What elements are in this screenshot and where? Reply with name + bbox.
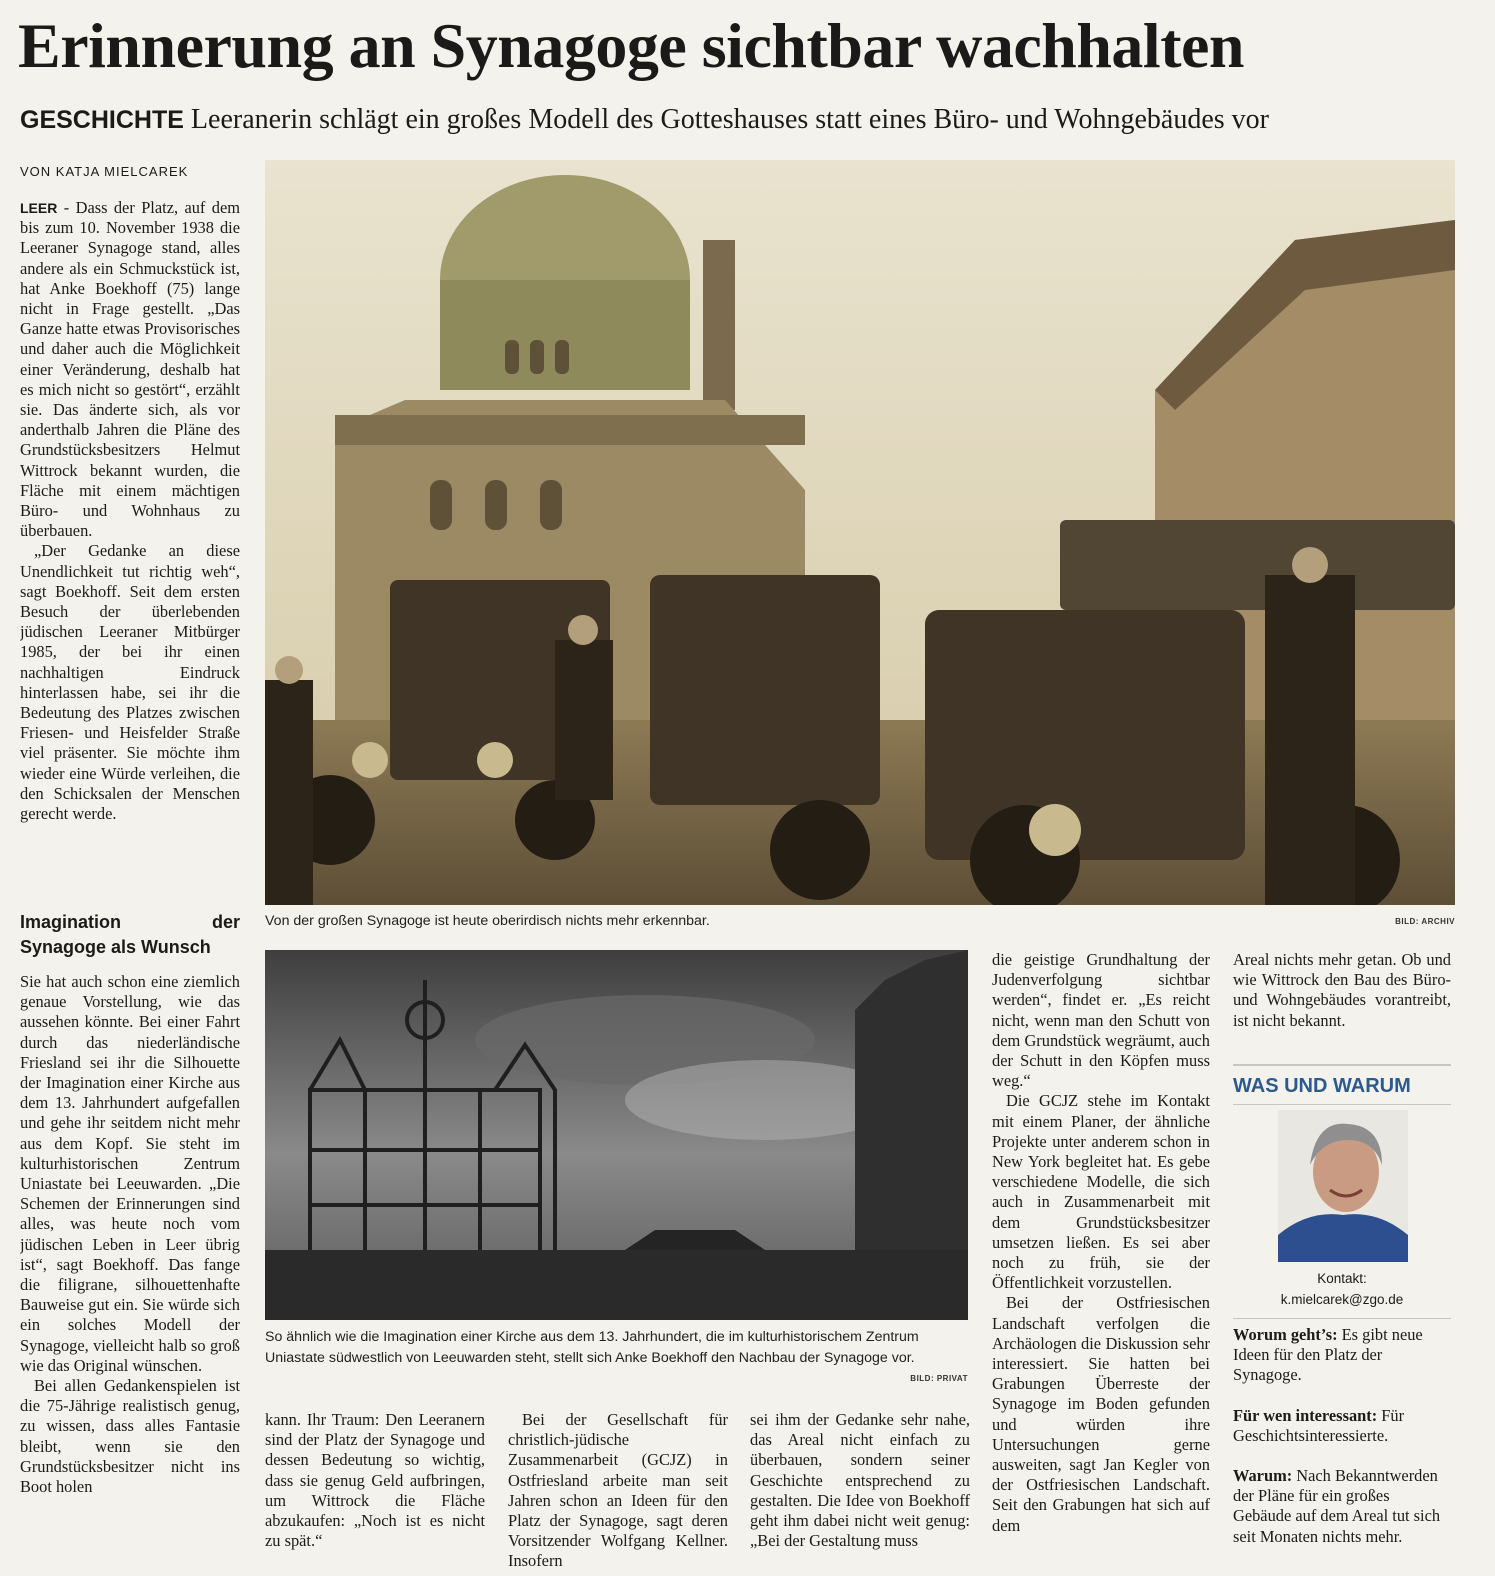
- author-avatar: [1278, 1110, 1408, 1262]
- photo-synagogue-archive: [265, 160, 1455, 905]
- photo-2-credit: BILD: PRIVAT: [910, 1374, 968, 1383]
- subheadline-text: Leeranerin schlägt ein großes Modell des Gotteshauses statt eines Büro- und Wohngebäudes vor: [190, 104, 1269, 135]
- byline: VON KATJA MIELCAREK: [20, 164, 189, 179]
- paragraph: [20, 198, 240, 541]
- photo-1-credit: BILD: ARCHIV: [1395, 917, 1455, 926]
- fact-label: Worum geht’s:: [1233, 1325, 1338, 1344]
- infobox-rule-top: [1233, 1064, 1451, 1066]
- column-4: [750, 1410, 970, 1574]
- contact-email[interactable]: k.mielcarek@zgo.de: [1280, 1292, 1404, 1307]
- paragraph: „Der Gedanke an diese Unendlichkeit tut richtig weh“, sagt Boekhoff. Seit dem ersten Besuch der überlebenden jüdischen Leeraner Mitbürger 1985, der bei ihr einen nachhaltigen Eindruck hinterlassen habe, sei ihr die Bedeutung des Platzes zwischen Friesen- und Heisfelder Straße viel präsenter. Sie möchte ihm wieder eine Würde verleihen, die den Schicksalen der Menschen gerecht werde.: [20, 541, 240, 824]
- subheadline: [20, 100, 1480, 140]
- fact-text: Nach Bekanntwerden der Pläne für ein großes Gebäude auf dem Areal tut sich seit Monaten nichts mehr.: [1233, 1466, 1441, 1546]
- column-3: [508, 1410, 728, 1574]
- paragraph: sei ihm der Gedanke sehr nahe, das Areal nicht einfach zu überbauen, sondern seiner Geschichte entsprechend zu gestalten. Die Idee von Boekhoff geht ihm dabei nicht weit genug: „Bei der Gestaltung muss: [750, 1410, 970, 1551]
- fact-text: Für Geschichtsinteressierte.: [1233, 1405, 1405, 1445]
- photo-1-caption: Von der großen Synagoge ist heute oberirdisch nichts mehr erkennbar.: [265, 913, 710, 929]
- paragraph: Bei der Ostfriesischen Landschaft verfolgen die Archäologen die Diskussion sehr interessiert. Sie hatten bei Grabungen Überreste der Synagoge im Boden gefunden und würden ihre Untersuchungen gerne ausweiten, sagt Jan Kegler von der Ostfriesischen Landschaft. Seit den Grabungen hat sich auf dem: [992, 1293, 1210, 1535]
- infobox-facts: [1233, 1325, 1451, 1574]
- column-1-bottom: [20, 910, 240, 1574]
- paragraph: die geistige Grundhaltung der Judenverfolgung sichtbar werden“, findet er. „Es reicht nicht, wenn man den Schutt von dem Grundstück wegräumt, auch der Schutt in den Köpfen muss weg.“: [992, 950, 1210, 1091]
- column-5: [992, 950, 1210, 1574]
- infobox-title: WAS UND WARUM: [1233, 1075, 1411, 1097]
- headline: Erinnerung an Synagoge sichtbar wachhalten: [18, 10, 1244, 81]
- kicker: GESCHICHTE: [20, 106, 184, 134]
- infobox-rule-contact: [1233, 1318, 1451, 1319]
- paragraph: Sie hat auch schon eine ziemlich genaue Vorstellung, wie das aussehen könnte. Bei einer Fahrt durch das niederländische Friesland sei ihr die Silhouette der Imagination einer Kirche aus dem 13. Jahrhundert aufgefallen und gehe ihr seitdem nicht mehr aus dem Kopf. Sie steht im kulturhistorischen Zentrum Uniastate bei Leeuwarden. „Die Schemen der Erinnerungen sind alles, was heute noch vom jüdischen Leben in Leer übrig ist“, sagt Boekhoff. Das fange die filigrane, silhouettenhafte Bauweise gut ein. Sie würde sich ein solches Modell der Synagoge, vielleicht halb so groß wie das Original wünschen.: [20, 972, 240, 1375]
- contact-label: Kontakt:: [1317, 1271, 1367, 1286]
- paragraph: Bei der Gesellschaft für christlich-jüdische Zusammenarbeit (GCJZ) in Ostfriesland arbeite man seit Jahren schon an Ideen für den Platz der Synagoge, sagt deren Vorsitzender Wolfgang Kellner. Insofern: [508, 1410, 728, 1571]
- column-2: [265, 1410, 485, 1574]
- silhouette-photo-image: [265, 950, 968, 1320]
- infobox-rule-mid: [1233, 1104, 1451, 1105]
- column-6: [1233, 950, 1451, 1050]
- contact-block: [1233, 1268, 1451, 1312]
- photo-silhouette-church: [265, 950, 968, 1320]
- fact-label: Warum:: [1233, 1466, 1293, 1486]
- interhead: Imagination der Synagoge als Wunsch: [20, 912, 240, 957]
- paragraph: Areal nichts mehr getan. Ob und wie Wittrock den Bau des Büro- und Wohngebäudes vorantreibt, ist nicht bekannt.: [1233, 950, 1451, 1030]
- fact-label: Für wen interessant:: [1233, 1405, 1378, 1425]
- archive-photo-image: [265, 160, 1455, 905]
- author-portrait: [1278, 1110, 1408, 1262]
- paragraph: Bei allen Gedankenspielen ist die 75-Jährige realistisch genug, zu wissen, dass alles Fantasie bleibt, wenn sie den Grundstücksbesitzer nicht ins Boot holen: [20, 1376, 240, 1497]
- fact-fuer-wen: [1233, 1406, 1451, 1446]
- column-1-top: [20, 198, 240, 894]
- fact-text: Es gibt neue Ideen für den Platz der Synagoge.: [1233, 1325, 1423, 1385]
- fact-warum: [1233, 1466, 1451, 1547]
- paragraph: kann. Ihr Traum: Den Leeranern sind der Platz der Synagoge und dessen Bedeutung so wichtig, dass sie genug Geld aufbringen, um Wittrock die Fläche abzukaufen: „Noch ist es nicht zu spät.“: [265, 1410, 485, 1551]
- paragraph: Die GCJZ stehe im Kontakt mit einem Planer, der ähnliche Projekte unter anderem schon in New York begleitet hat. Es gebe verschiedene Modelle, die sich auch in Zusammenarbeit mit dem Grundstücksbesitzer umsetzen ließen. Es sei aber noch zu früh, sie der Öffentlichkeit vorzustellen.: [992, 1091, 1210, 1293]
- dateline: LEER: [20, 200, 58, 216]
- paragraph-text: - Dass der Platz, auf dem bis zum 10. November 1938 die Leeraner Synagoge stand, alles andere als ein Schmuckstück ist, hat Anke Boekhoff (75) lange nicht in Frage gestellt. „Das Ganze hatte etwas Provisorisches und daher auch die Möglichkeit einer Veränderung, deshalb hat es mich nicht so gestört“, erzählt sie. Das änderte sich, als vor anderthalb Jahren die Pläne des Grundstücksbesitzers Helmut Wittrock bekannt wurden, die Fläche mit einem mächtigen Büro- und Wohnhaus zu überbauen.: [20, 198, 240, 541]
- photo-2-caption: So ähnlich wie die Imagination einer Kirche aus dem 13. Jahrhundert, die im kulturhistorischem Zentrum Uniastate südwestlich von Leeuwarden steht, stellt sich Anke Boekhoff den Nachbau der Synagoge vor.: [265, 1329, 919, 1366]
- fact-worum: [1233, 1325, 1451, 1386]
